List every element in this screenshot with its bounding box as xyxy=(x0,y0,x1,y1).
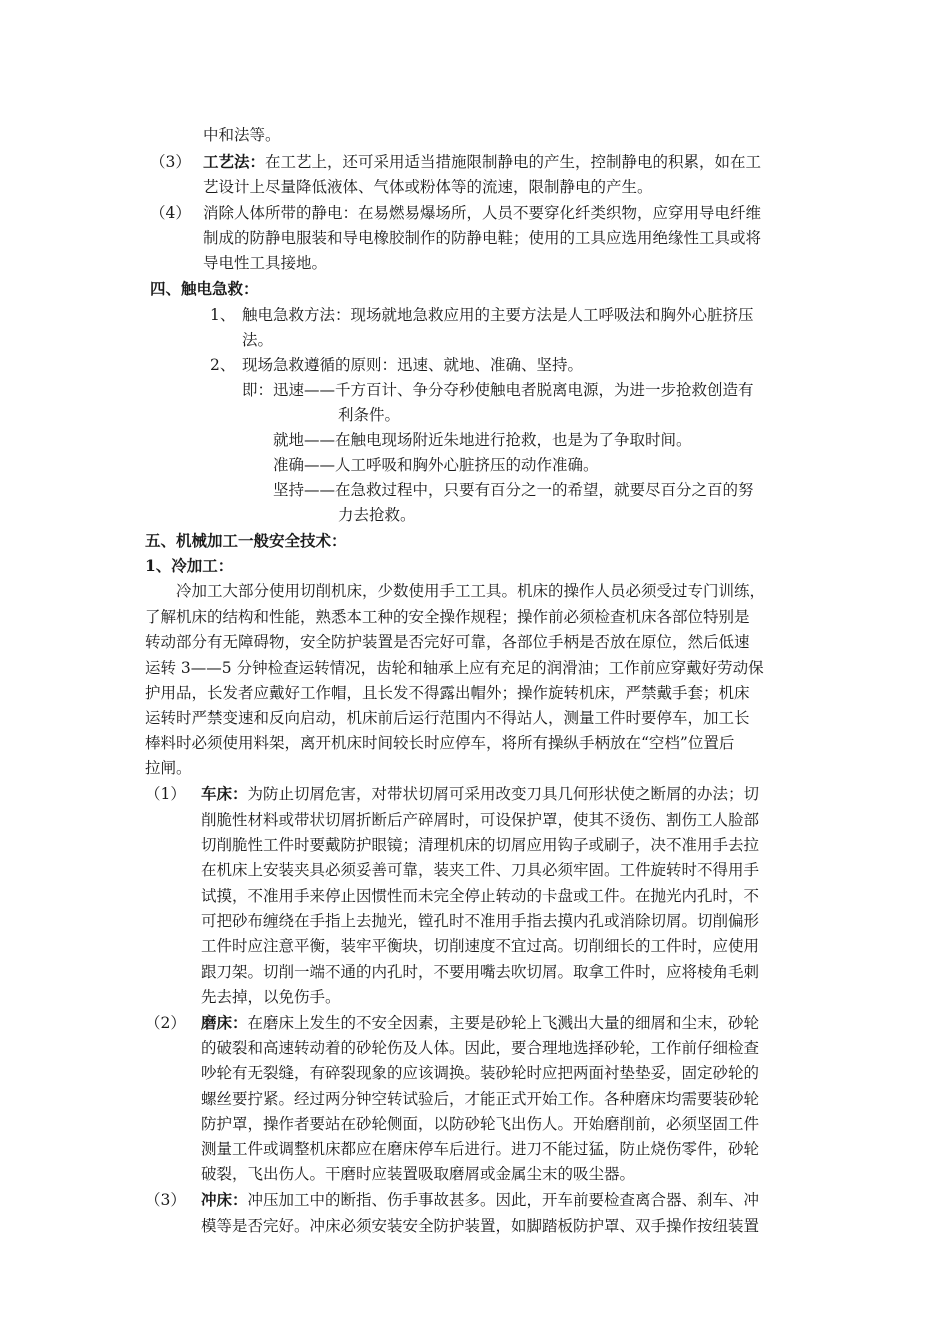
item-text: 为防止切屑危害，对带状切屑可采用改变刀具几何形状使之断屑的办法；切 xyxy=(247,785,760,803)
text-line: 模等是否完好。冲床必须安装安全防护装置，如脚踏板防护罩、双手操作按纽装置 xyxy=(201,1217,760,1235)
text-line: 准确——人工呼吸和胸外心脏挤压的动作准确。 xyxy=(273,456,599,474)
text-line: 艺设计上尽量降低液体、气体或粉体等的流速，限制静电的产生。 xyxy=(203,178,653,196)
item-title: 磨床： xyxy=(201,1013,248,1032)
item-number: 1、 xyxy=(210,306,236,324)
section-heading: 四、触电急救： xyxy=(150,279,259,298)
list-item-line xyxy=(201,782,759,806)
text-line: 力去抢救。 xyxy=(338,506,416,524)
text-line: 削脆性材料或带状切屑折断后产碎屑时，可设保护罩，使其不烫伤、割伤工人脸部 xyxy=(201,811,760,829)
paragraph-line: 棒料时必须使用料架，离开机床时间较长时应停车，将所有操纵手柄放在“空档”位置后 xyxy=(145,734,735,752)
text-line: 导电性工具接地。 xyxy=(203,254,328,272)
item-text: 在磨床上发生的不安全因素，主要是砂轮上飞溅出大量的细屑和尘末，砂轮 xyxy=(247,1014,760,1032)
text-line: 中和法等。 xyxy=(203,126,281,144)
item-number: （3） xyxy=(150,153,191,171)
paragraph-line: 冷加工大部分使用切削机床，少数使用手工工具。机床的操作人员必须受过专门训练， xyxy=(176,582,766,600)
text-line: 坚持——在急救过程中，只要有百分之一的希望，就要尽百分之百的努 xyxy=(273,481,754,499)
text-line: 试摸，不准用手来停止因惯性而未完全停止转动的卡盘或工件。在抛光内孔时，不 xyxy=(201,887,760,905)
text-line: 利条件。 xyxy=(338,406,401,424)
paragraph-line: 运转 3——5 分钟检查运转情况，齿轮和轴承上应有充足的润滑油；工作前应穿戴好劳动保 xyxy=(145,659,764,677)
list-item-line xyxy=(203,150,761,174)
subsection-heading: 1、冷加工： xyxy=(145,556,234,575)
text-line: 就地——在触电现场附近朱地进行抢救，也是为了争取时间。 xyxy=(273,431,692,449)
text-line: 可把砂布缠绕在手指上去抛光，镗孔时不准用手指去摸内孔或消除切屑。切削偏形 xyxy=(201,912,760,930)
text-line: 先去掉，以免伤手。 xyxy=(201,988,341,1006)
text-line: 测量工件或调整机床都应在磨床停车后进行。进刀不能过猛，防止烧伤零件，砂轮 xyxy=(201,1140,760,1158)
text-line: 防护罩，操作者要站在砂轮侧面，以防砂轮飞出伤人。开始磨削前，必须坚固工件 xyxy=(201,1115,760,1133)
text-line: 跟刀架。切削一端不通的内孔时，不要用嘴去吹切屑。取拿工件时，应将棱角毛刺 xyxy=(201,963,760,981)
text-line: 破裂，飞出伤人。干磨时应装置吸取磨屑或金属尘末的吸尘器。 xyxy=(201,1165,636,1183)
item-number: 2、 xyxy=(210,356,236,374)
item-text: 在工艺上，还可采用适当措施限制静电的产生，控制静电的积累，如在工 xyxy=(265,153,762,171)
list-item-line xyxy=(201,1188,759,1212)
text-line: 触电急救方法：现场就地急救应用的主要方法是人工呼吸法和胸外心脏挤压 xyxy=(242,306,754,324)
paragraph-line: 护用品，长发者应戴好工作帽，且长发不得露出帽外；操作旋转机床，严禁戴手套；机床 xyxy=(145,684,750,702)
list-item-line xyxy=(201,1011,759,1035)
item-number: （3） xyxy=(145,1191,186,1209)
item-title: 冲床： xyxy=(201,1190,248,1209)
item-title: 工艺法： xyxy=(203,152,266,171)
item-number: （4） xyxy=(150,204,191,222)
item-number: （1） xyxy=(145,785,186,803)
item-text: 冲压加工中的断指、伤手事故甚多。因此，开车前要检查离合器、刹车、冲 xyxy=(247,1191,760,1209)
paragraph-line: 转动部分有无障碍物，安全防护装置是否完好可靠，各部位手柄是否放在原位，然后低速 xyxy=(145,633,750,651)
text-line: 的破裂和高速转动着的砂轮伤及人体。因此，要合理地选择砂轮，工作前仔细检查 xyxy=(201,1039,760,1057)
item-title: 车床： xyxy=(201,784,248,803)
text-line: 工件时应注意平衡，装牢平衡块，切削速度不宜过高。切削细长的工件时，应使用 xyxy=(201,937,760,955)
paragraph-line: 拉闸。 xyxy=(145,759,192,777)
text-line: 制成的防静电服装和导电橡胶制作的防静电鞋；使用的工具应选用绝缘性工具或将 xyxy=(203,229,762,247)
text-line: 螺丝要拧紧。经过两分钟空转试验后，才能正式开始工作。各种磨床均需要装砂轮 xyxy=(201,1090,760,1108)
text-line: 切削脆性工件时要戴防护眼镜；清理机床的切屑应用钩子或刷子，决不准用手去拉 xyxy=(201,836,760,854)
text-line: 消除人体所带的静电：在易燃易爆场所，人员不要穿化纤类织物，应穿用导电纤维 xyxy=(203,204,762,222)
text-line: 在机床上安装夹具必须妥善可靠，装夹工件、刀具必须牢固。工件旋转时不得用手 xyxy=(201,861,760,879)
text-line: 现场急救遵循的原则：迅速、就地、准确、坚持。 xyxy=(242,356,584,374)
text-line: 即：迅速——千方百计、争分夺秒使触电者脱离电源，为进一步抢救创造有 xyxy=(242,381,754,399)
section-heading: 五、机械加工一般安全技术： xyxy=(145,531,347,550)
text-line: 吵轮有无裂缝，有碎裂现象的应该调换。装砂轮时应把两面衬垫垫妥，固定砂轮的 xyxy=(201,1064,760,1082)
item-number: （2） xyxy=(145,1014,186,1032)
text-line: 法。 xyxy=(242,331,274,349)
paragraph-line: 运转时严禁变速和反向启动，机床前后运行范围内不得站人，测量工件时要停车，加工长 xyxy=(145,709,750,727)
paragraph-line: 了解机床的结构和性能，熟悉本工种的安全操作规程；操作前必须检查机床各部位特别是 xyxy=(145,608,750,626)
